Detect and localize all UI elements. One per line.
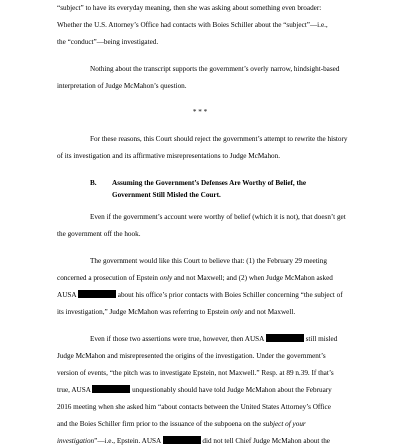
text-segment: interpretation of Judge McMahon’s question. <box>57 82 187 90</box>
redaction-bar <box>163 436 201 444</box>
text-segment: of its investigation and its affirmative misrepresentations to Judge McMahon. <box>57 152 281 160</box>
text-segment: and not Maxwell. <box>242 308 296 316</box>
text-line <box>57 436 330 446</box>
text-line <box>57 37 158 47</box>
italic-text: subject of your <box>263 420 306 428</box>
italic-text: only <box>159 274 173 282</box>
italic-text: investigation <box>57 437 95 445</box>
text-line <box>57 290 343 300</box>
section-heading-label: B. <box>90 179 97 187</box>
text-segment: the “conduct”—being investigated. <box>57 38 159 46</box>
text-segment: Nothing about the transcript supports the government’s overly narrow, hindsight-based <box>90 65 340 73</box>
text-segment: Judge McMahon and misrepresented the origins of the investigation. Under the government’s <box>57 352 326 360</box>
text-segment: its investigation,” Judge McMahon was referring to Epstein <box>57 308 231 316</box>
text-line <box>90 334 337 344</box>
text-line <box>90 256 327 266</box>
text-segment: ”—i.e., Epstein. AUSA <box>94 437 163 445</box>
text-segment: and not Maxwell; and (2) when Judge McMahon asked <box>172 274 333 282</box>
text-segment: “subject” to have its everyday meaning, then she was asking about something even broader: <box>57 4 322 12</box>
italic-text: only <box>230 308 243 316</box>
text-segment: and the Boies Schiller firm prior to the issuance of the subpoena on the <box>57 420 263 428</box>
redaction-bar <box>78 290 116 298</box>
text-line <box>90 212 346 222</box>
text-segment: version of events, “the pitch was to investigate Epstein, not Maxwell.” Resp. at 89 n.39. If that’s <box>57 369 334 377</box>
text-segment: Even if those two assertions were true, however, then AUSA <box>90 335 266 343</box>
section-heading-line-1: Assuming the Government’s Defenses Are Worthy of Belief, the <box>112 179 307 187</box>
text-line <box>57 402 331 412</box>
text-segment: about his office’s prior contacts with Boies Schiller concerning “the subject of <box>115 291 343 299</box>
text-segment: did not tell Chief Judge McMahon about the <box>200 437 330 445</box>
text-line <box>57 151 280 161</box>
text-line <box>57 368 334 378</box>
text-segment: 2016 meeting when she asked him “about contacts between the United States Attorney’s Office <box>57 403 331 411</box>
text-line <box>57 351 326 361</box>
text-line <box>57 20 328 30</box>
text-line <box>57 419 306 429</box>
text-segment: Even if the government’s account were worthy of belief (which it is not), that doesn’t get <box>90 213 346 221</box>
text-line <box>57 3 321 13</box>
text-segment: concerned a prosecution of Epstein <box>57 274 160 282</box>
text-segment: Whether the U.S. Attorney’s Office had contacts with Boies Schiller about the “subject”—i.e., <box>57 21 328 29</box>
text-line <box>57 307 295 317</box>
section-heading-line-2: Government Still Misled the Court. <box>112 191 221 199</box>
text-line <box>90 134 348 144</box>
text-segment: For these reasons, this Court should reject the government’s attempt to rewrite the history <box>90 135 348 143</box>
text-line <box>57 229 141 239</box>
redaction-bar <box>266 334 304 342</box>
section-separator: * * * <box>192 108 208 116</box>
text-segment: The government would like this Court to believe that: (1) the February 29 meeting <box>90 257 327 265</box>
text-line <box>57 385 332 395</box>
text-segment: AUSA <box>57 291 78 299</box>
text-segment: still misled <box>303 335 338 343</box>
text-line <box>57 273 333 283</box>
redaction-bar <box>92 385 130 393</box>
text-segment: unquestionably should have told Judge McMahon about the February <box>130 386 332 394</box>
text-line <box>90 64 339 74</box>
text-segment: the government off the hook. <box>57 230 141 238</box>
text-line <box>57 81 187 91</box>
text-segment: true, AUSA <box>57 386 93 394</box>
